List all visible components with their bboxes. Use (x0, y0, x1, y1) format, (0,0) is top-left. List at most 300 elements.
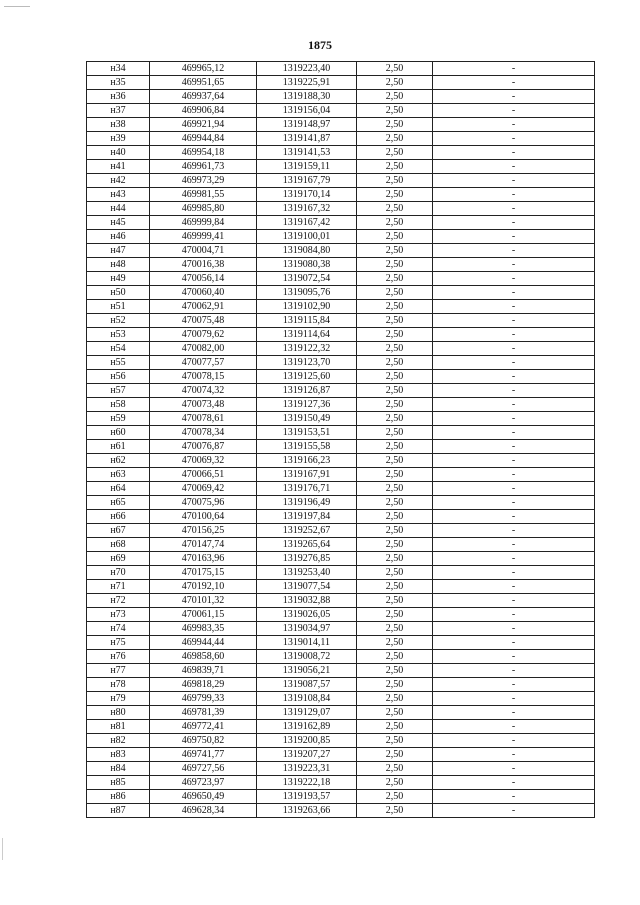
accuracy-cell: 2,50 (357, 258, 433, 272)
description-cell: - (433, 566, 595, 580)
description-cell: - (433, 216, 595, 230)
y-coordinate-cell: 1319167,79 (257, 174, 357, 188)
y-coordinate-cell: 1319223,40 (257, 62, 357, 76)
table-row (87, 90, 595, 104)
table-row (87, 552, 595, 566)
x-coordinate-cell: 469921,94 (150, 118, 257, 132)
x-coordinate-cell: 469983,35 (150, 622, 257, 636)
point-id-cell: н71 (87, 580, 150, 594)
table-row (87, 776, 595, 790)
table-row (87, 384, 595, 398)
table-row (87, 314, 595, 328)
table-row (87, 580, 595, 594)
table-row (87, 356, 595, 370)
x-coordinate-cell: 470075,48 (150, 314, 257, 328)
accuracy-cell: 2,50 (357, 538, 433, 552)
description-cell: - (433, 720, 595, 734)
x-coordinate-cell: 470069,32 (150, 454, 257, 468)
description-cell: - (433, 104, 595, 118)
x-coordinate-cell: 469818,29 (150, 678, 257, 692)
coordinates-table-body (87, 62, 595, 818)
coordinates-table (86, 61, 595, 818)
point-id-cell: н51 (87, 300, 150, 314)
accuracy-cell: 2,50 (357, 412, 433, 426)
accuracy-cell: 2,50 (357, 734, 433, 748)
table-row (87, 76, 595, 90)
table-row (87, 650, 595, 664)
point-id-cell: н35 (87, 76, 150, 90)
point-id-cell: н68 (87, 538, 150, 552)
table-row (87, 370, 595, 384)
point-id-cell: н57 (87, 384, 150, 398)
x-coordinate-cell: 469961,73 (150, 160, 257, 174)
x-coordinate-cell: 469750,82 (150, 734, 257, 748)
point-id-cell: н34 (87, 62, 150, 76)
description-cell: - (433, 132, 595, 146)
x-coordinate-cell: 469985,80 (150, 202, 257, 216)
description-cell: - (433, 650, 595, 664)
accuracy-cell: 2,50 (357, 650, 433, 664)
point-id-cell: н76 (87, 650, 150, 664)
point-id-cell: н36 (87, 90, 150, 104)
table-row (87, 538, 595, 552)
accuracy-cell: 2,50 (357, 118, 433, 132)
table-row (87, 244, 595, 258)
description-cell: - (433, 678, 595, 692)
point-id-cell: н77 (87, 664, 150, 678)
y-coordinate-cell: 1319159,11 (257, 160, 357, 174)
accuracy-cell: 2,50 (357, 762, 433, 776)
y-coordinate-cell: 1319123,70 (257, 356, 357, 370)
point-id-cell: н61 (87, 440, 150, 454)
description-cell: - (433, 790, 595, 804)
description-cell: - (433, 440, 595, 454)
table-row (87, 566, 595, 580)
description-cell: - (433, 328, 595, 342)
x-coordinate-cell: 470076,87 (150, 440, 257, 454)
scan-mark (4, 6, 30, 7)
x-coordinate-cell: 470078,15 (150, 370, 257, 384)
x-coordinate-cell: 469973,29 (150, 174, 257, 188)
point-id-cell: н53 (87, 328, 150, 342)
description-cell: - (433, 356, 595, 370)
table-row (87, 146, 595, 160)
y-coordinate-cell: 1319153,51 (257, 426, 357, 440)
accuracy-cell: 2,50 (357, 496, 433, 510)
y-coordinate-cell: 1319080,38 (257, 258, 357, 272)
table-row (87, 678, 595, 692)
accuracy-cell: 2,50 (357, 314, 433, 328)
accuracy-cell: 2,50 (357, 426, 433, 440)
x-coordinate-cell: 470062,91 (150, 300, 257, 314)
x-coordinate-cell: 470078,34 (150, 426, 257, 440)
y-coordinate-cell: 1319225,91 (257, 76, 357, 90)
y-coordinate-cell: 1319197,84 (257, 510, 357, 524)
point-id-cell: н45 (87, 216, 150, 230)
x-coordinate-cell: 470175,15 (150, 566, 257, 580)
y-coordinate-cell: 1319129,07 (257, 706, 357, 720)
point-id-cell: н72 (87, 594, 150, 608)
scan-mark (2, 838, 3, 860)
x-coordinate-cell: 470004,71 (150, 244, 257, 258)
table-row (87, 468, 595, 482)
description-cell: - (433, 734, 595, 748)
accuracy-cell: 2,50 (357, 454, 433, 468)
table-row (87, 104, 595, 118)
point-id-cell: н37 (87, 104, 150, 118)
x-coordinate-cell: 470060,40 (150, 286, 257, 300)
point-id-cell: н84 (87, 762, 150, 776)
y-coordinate-cell: 1319108,84 (257, 692, 357, 706)
point-id-cell: н74 (87, 622, 150, 636)
x-coordinate-cell: 470016,38 (150, 258, 257, 272)
table-row (87, 664, 595, 678)
description-cell: - (433, 300, 595, 314)
description-cell: - (433, 76, 595, 90)
point-id-cell: н48 (87, 258, 150, 272)
accuracy-cell: 2,50 (357, 300, 433, 314)
point-id-cell: н52 (87, 314, 150, 328)
description-cell: - (433, 776, 595, 790)
accuracy-cell: 2,50 (357, 440, 433, 454)
description-cell: - (433, 188, 595, 202)
point-id-cell: н78 (87, 678, 150, 692)
accuracy-cell: 2,50 (357, 272, 433, 286)
accuracy-cell: 2,50 (357, 720, 433, 734)
x-coordinate-cell: 469937,64 (150, 90, 257, 104)
accuracy-cell: 2,50 (357, 384, 433, 398)
point-id-cell: н42 (87, 174, 150, 188)
y-coordinate-cell: 1319253,40 (257, 566, 357, 580)
x-coordinate-cell: 469727,56 (150, 762, 257, 776)
x-coordinate-cell: 470069,42 (150, 482, 257, 496)
y-coordinate-cell: 1319122,32 (257, 342, 357, 356)
accuracy-cell: 2,50 (357, 104, 433, 118)
description-cell: - (433, 482, 595, 496)
y-coordinate-cell: 1319014,11 (257, 636, 357, 650)
accuracy-cell: 2,50 (357, 566, 433, 580)
y-coordinate-cell: 1319167,91 (257, 468, 357, 482)
point-id-cell: н38 (87, 118, 150, 132)
y-coordinate-cell: 1319127,36 (257, 398, 357, 412)
table-row (87, 440, 595, 454)
description-cell: - (433, 524, 595, 538)
table-row (87, 132, 595, 146)
y-coordinate-cell: 1319148,97 (257, 118, 357, 132)
y-coordinate-cell: 1319156,04 (257, 104, 357, 118)
x-coordinate-cell: 470192,10 (150, 580, 257, 594)
table-row (87, 342, 595, 356)
description-cell: - (433, 146, 595, 160)
table-row (87, 202, 595, 216)
accuracy-cell: 2,50 (357, 146, 433, 160)
description-cell: - (433, 468, 595, 482)
description-cell: - (433, 230, 595, 244)
x-coordinate-cell: 469839,71 (150, 664, 257, 678)
description-cell: - (433, 636, 595, 650)
x-coordinate-cell: 469999,84 (150, 216, 257, 230)
y-coordinate-cell: 1319077,54 (257, 580, 357, 594)
x-coordinate-cell: 470147,74 (150, 538, 257, 552)
table-row (87, 692, 595, 706)
x-coordinate-cell: 469741,77 (150, 748, 257, 762)
accuracy-cell: 2,50 (357, 580, 433, 594)
accuracy-cell: 2,50 (357, 90, 433, 104)
table-row (87, 510, 595, 524)
accuracy-cell: 2,50 (357, 342, 433, 356)
description-cell: - (433, 552, 595, 566)
description-cell: - (433, 622, 595, 636)
point-id-cell: н44 (87, 202, 150, 216)
y-coordinate-cell: 1319155,58 (257, 440, 357, 454)
description-cell: - (433, 90, 595, 104)
point-id-cell: н73 (87, 608, 150, 622)
y-coordinate-cell: 1319056,21 (257, 664, 357, 678)
description-cell: - (433, 454, 595, 468)
table-row (87, 790, 595, 804)
description-cell: - (433, 412, 595, 426)
description-cell: - (433, 286, 595, 300)
accuracy-cell: 2,50 (357, 776, 433, 790)
x-coordinate-cell: 469799,33 (150, 692, 257, 706)
point-id-cell: н54 (87, 342, 150, 356)
description-cell: - (433, 748, 595, 762)
table-row (87, 216, 595, 230)
accuracy-cell: 2,50 (357, 804, 433, 818)
x-coordinate-cell: 469628,34 (150, 804, 257, 818)
accuracy-cell: 2,50 (357, 76, 433, 90)
description-cell: - (433, 580, 595, 594)
y-coordinate-cell: 1319072,54 (257, 272, 357, 286)
point-id-cell: н65 (87, 496, 150, 510)
description-cell: - (433, 342, 595, 356)
x-coordinate-cell: 469772,41 (150, 720, 257, 734)
y-coordinate-cell: 1319008,72 (257, 650, 357, 664)
description-cell: - (433, 538, 595, 552)
point-id-cell: н47 (87, 244, 150, 258)
y-coordinate-cell: 1319200,85 (257, 734, 357, 748)
accuracy-cell: 2,50 (357, 356, 433, 370)
x-coordinate-cell: 470074,32 (150, 384, 257, 398)
accuracy-cell: 2,50 (357, 524, 433, 538)
table-row (87, 608, 595, 622)
y-coordinate-cell: 1319034,97 (257, 622, 357, 636)
x-coordinate-cell: 470082,00 (150, 342, 257, 356)
accuracy-cell: 2,50 (357, 594, 433, 608)
point-id-cell: н62 (87, 454, 150, 468)
description-cell: - (433, 314, 595, 328)
point-id-cell: н63 (87, 468, 150, 482)
table-row (87, 622, 595, 636)
table-row (87, 524, 595, 538)
y-coordinate-cell: 1319167,42 (257, 216, 357, 230)
point-id-cell: н82 (87, 734, 150, 748)
description-cell: - (433, 804, 595, 818)
description-cell: - (433, 118, 595, 132)
description-cell: - (433, 426, 595, 440)
accuracy-cell: 2,50 (357, 482, 433, 496)
y-coordinate-cell: 1319193,57 (257, 790, 357, 804)
x-coordinate-cell: 469781,39 (150, 706, 257, 720)
description-cell: - (433, 160, 595, 174)
point-id-cell: н87 (87, 804, 150, 818)
accuracy-cell: 2,50 (357, 622, 433, 636)
point-id-cell: н39 (87, 132, 150, 146)
description-cell: - (433, 608, 595, 622)
accuracy-cell: 2,50 (357, 664, 433, 678)
table-row (87, 62, 595, 76)
description-cell: - (433, 594, 595, 608)
description-cell: - (433, 664, 595, 678)
point-id-cell: н41 (87, 160, 150, 174)
point-id-cell: н55 (87, 356, 150, 370)
x-coordinate-cell: 470061,15 (150, 608, 257, 622)
accuracy-cell: 2,50 (357, 62, 433, 76)
accuracy-cell: 2,50 (357, 398, 433, 412)
accuracy-cell: 2,50 (357, 132, 433, 146)
accuracy-cell: 2,50 (357, 202, 433, 216)
table-row (87, 174, 595, 188)
table-row (87, 496, 595, 510)
point-id-cell: н66 (87, 510, 150, 524)
y-coordinate-cell: 1319265,64 (257, 538, 357, 552)
y-coordinate-cell: 1319166,23 (257, 454, 357, 468)
accuracy-cell: 2,50 (357, 706, 433, 720)
y-coordinate-cell: 1319176,71 (257, 482, 357, 496)
page-number: 1875 (308, 38, 332, 52)
point-id-cell: н69 (87, 552, 150, 566)
y-coordinate-cell: 1319095,76 (257, 286, 357, 300)
accuracy-cell: 2,50 (357, 678, 433, 692)
point-id-cell: н70 (87, 566, 150, 580)
accuracy-cell: 2,50 (357, 468, 433, 482)
x-coordinate-cell: 470066,51 (150, 468, 257, 482)
accuracy-cell: 2,50 (357, 174, 433, 188)
table-row (87, 454, 595, 468)
y-coordinate-cell: 1319026,05 (257, 608, 357, 622)
table-row (87, 762, 595, 776)
y-coordinate-cell: 1319223,31 (257, 762, 357, 776)
point-id-cell: н49 (87, 272, 150, 286)
x-coordinate-cell: 469951,65 (150, 76, 257, 90)
x-coordinate-cell: 469965,12 (150, 62, 257, 76)
accuracy-cell: 2,50 (357, 510, 433, 524)
point-id-cell: н75 (87, 636, 150, 650)
accuracy-cell: 2,50 (357, 188, 433, 202)
accuracy-cell: 2,50 (357, 244, 433, 258)
x-coordinate-cell: 470056,14 (150, 272, 257, 286)
y-coordinate-cell: 1319141,87 (257, 132, 357, 146)
table-row (87, 426, 595, 440)
point-id-cell: н86 (87, 790, 150, 804)
point-id-cell: н58 (87, 398, 150, 412)
y-coordinate-cell: 1319276,85 (257, 552, 357, 566)
y-coordinate-cell: 1319115,84 (257, 314, 357, 328)
accuracy-cell: 2,50 (357, 160, 433, 174)
table-row (87, 804, 595, 818)
point-id-cell: н85 (87, 776, 150, 790)
x-coordinate-cell: 469858,60 (150, 650, 257, 664)
point-id-cell: н83 (87, 748, 150, 762)
y-coordinate-cell: 1319114,64 (257, 328, 357, 342)
x-coordinate-cell: 470163,96 (150, 552, 257, 566)
y-coordinate-cell: 1319170,14 (257, 188, 357, 202)
table-row (87, 636, 595, 650)
y-coordinate-cell: 1319102,90 (257, 300, 357, 314)
y-coordinate-cell: 1319263,66 (257, 804, 357, 818)
accuracy-cell: 2,50 (357, 370, 433, 384)
table-row (87, 300, 595, 314)
table-row (87, 720, 595, 734)
x-coordinate-cell: 470073,48 (150, 398, 257, 412)
table-row (87, 706, 595, 720)
y-coordinate-cell: 1319252,67 (257, 524, 357, 538)
y-coordinate-cell: 1319087,57 (257, 678, 357, 692)
y-coordinate-cell: 1319141,53 (257, 146, 357, 160)
table-row (87, 118, 595, 132)
x-coordinate-cell: 469906,84 (150, 104, 257, 118)
x-coordinate-cell: 470079,62 (150, 328, 257, 342)
point-id-cell: н46 (87, 230, 150, 244)
x-coordinate-cell: 469723,97 (150, 776, 257, 790)
table-row (87, 230, 595, 244)
point-id-cell: н79 (87, 692, 150, 706)
y-coordinate-cell: 1319196,49 (257, 496, 357, 510)
x-coordinate-cell: 469954,18 (150, 146, 257, 160)
table-row (87, 160, 595, 174)
accuracy-cell: 2,50 (357, 608, 433, 622)
description-cell: - (433, 384, 595, 398)
y-coordinate-cell: 1319207,27 (257, 748, 357, 762)
x-coordinate-cell: 469944,44 (150, 636, 257, 650)
point-id-cell: н40 (87, 146, 150, 160)
x-coordinate-cell: 470101,32 (150, 594, 257, 608)
description-cell: - (433, 272, 595, 286)
y-coordinate-cell: 1319188,30 (257, 90, 357, 104)
accuracy-cell: 2,50 (357, 692, 433, 706)
x-coordinate-cell: 469944,84 (150, 132, 257, 146)
y-coordinate-cell: 1319167,32 (257, 202, 357, 216)
x-coordinate-cell: 470078,61 (150, 412, 257, 426)
description-cell: - (433, 510, 595, 524)
x-coordinate-cell: 469981,55 (150, 188, 257, 202)
y-coordinate-cell: 1319100,01 (257, 230, 357, 244)
x-coordinate-cell: 470156,25 (150, 524, 257, 538)
accuracy-cell: 2,50 (357, 230, 433, 244)
description-cell: - (433, 762, 595, 776)
description-cell: - (433, 706, 595, 720)
y-coordinate-cell: 1319032,88 (257, 594, 357, 608)
y-coordinate-cell: 1319126,87 (257, 384, 357, 398)
description-cell: - (433, 496, 595, 510)
table-row (87, 482, 595, 496)
y-coordinate-cell: 1319222,18 (257, 776, 357, 790)
accuracy-cell: 2,50 (357, 790, 433, 804)
table-row (87, 412, 595, 426)
point-id-cell: н59 (87, 412, 150, 426)
point-id-cell: н67 (87, 524, 150, 538)
accuracy-cell: 2,50 (357, 328, 433, 342)
point-id-cell: н43 (87, 188, 150, 202)
description-cell: - (433, 174, 595, 188)
table-row (87, 272, 595, 286)
description-cell: - (433, 202, 595, 216)
y-coordinate-cell: 1319084,80 (257, 244, 357, 258)
y-coordinate-cell: 1319150,49 (257, 412, 357, 426)
point-id-cell: н56 (87, 370, 150, 384)
accuracy-cell: 2,50 (357, 552, 433, 566)
table-row (87, 748, 595, 762)
